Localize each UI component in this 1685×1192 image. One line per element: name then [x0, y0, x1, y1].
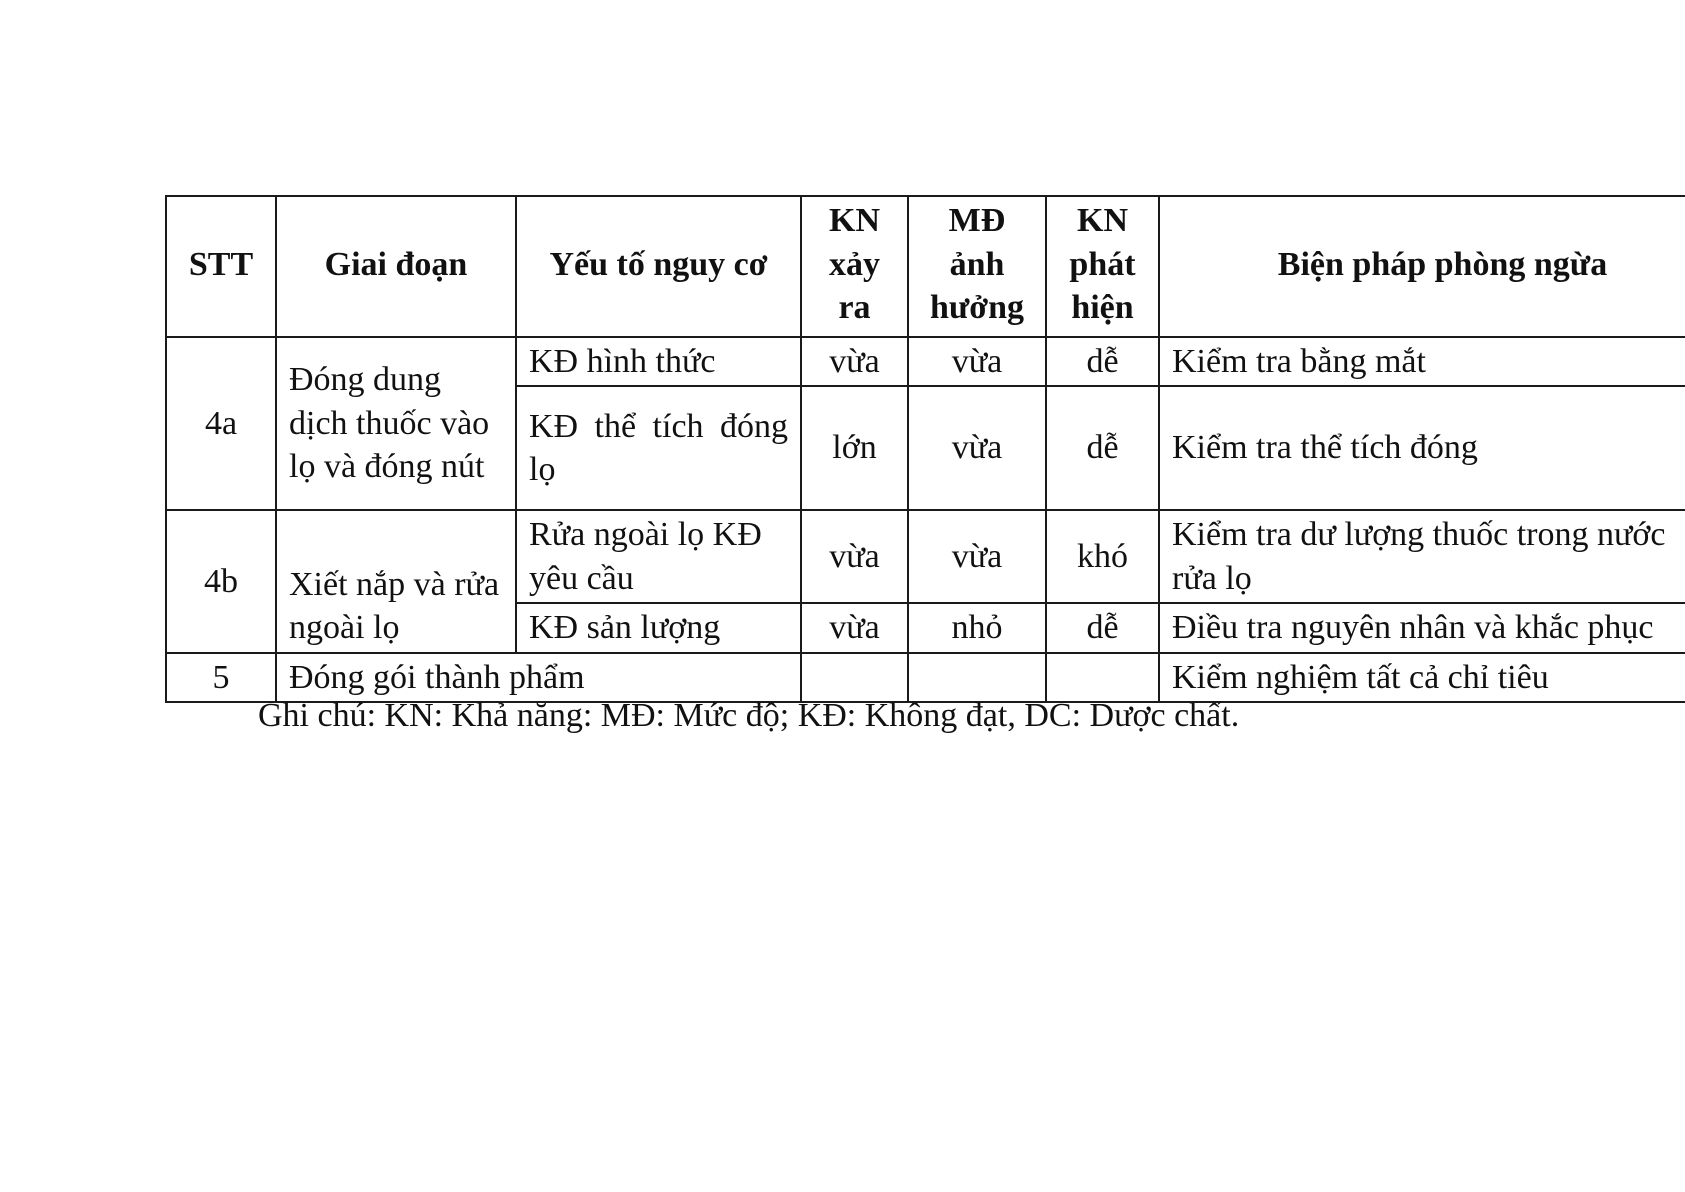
cell-stage: Xiết nắp và rửa ngoài lọ	[276, 510, 516, 653]
cell-stt: 4a	[166, 337, 276, 511]
cell-risk: KĐ sản lượng	[516, 603, 801, 653]
cell-measure: Kiểm tra thể tích đóng	[1159, 386, 1685, 510]
cell-impact	[908, 653, 1046, 703]
cell-risk: KĐ hình thức	[516, 337, 801, 387]
table-header-row	[166, 196, 1685, 332]
cell-impact: vừa	[908, 337, 1046, 387]
header-md-impact-line3: hưởng	[929, 289, 1025, 327]
cell-impact: vừa	[908, 386, 1046, 510]
cell-risk: KĐ thể tích đóng lọ	[516, 386, 801, 510]
cell-stage: Đóng dung dịch thuốc vào lọ và đóng nút	[276, 337, 516, 511]
cell-occur: vừa	[801, 337, 908, 387]
header-md-impact-line2: ảnh	[949, 245, 1005, 283]
header-kn-occur	[801, 196, 908, 332]
table-row	[166, 337, 1685, 387]
header-md-impact	[908, 196, 1046, 332]
cell-measure: Kiểm tra bằng mắt	[1159, 337, 1685, 387]
cell-detect: khó	[1046, 510, 1159, 603]
cell-stt: 5	[166, 653, 276, 703]
table-row	[166, 510, 1685, 603]
cell-detect: dễ	[1046, 386, 1159, 510]
table-container	[165, 195, 1685, 703]
cell-occur	[801, 653, 908, 703]
header-risk-factor: Yếu tố nguy cơ	[516, 196, 801, 332]
header-kn-detect	[1046, 196, 1159, 332]
risk-assessment-table	[165, 195, 1685, 703]
header-kn-detect-line2: phát	[1069, 245, 1136, 283]
cell-occur: vừa	[801, 603, 908, 653]
cell-occur: vừa	[801, 510, 908, 603]
table-row	[166, 653, 1685, 703]
cell-occur: lớn	[801, 386, 908, 510]
header-md-impact-line1: MĐ	[948, 202, 1006, 239]
cell-measure: Kiểm nghiệm tất cả chỉ tiêu	[1159, 653, 1685, 703]
header-kn-occur-line2: xảy	[829, 245, 880, 283]
cell-impact: nhỏ	[908, 603, 1046, 653]
cell-measure: Kiểm tra dư lượng thuốc trong nước rửa lọ	[1159, 510, 1685, 603]
cell-detect: dễ	[1046, 603, 1159, 653]
cell-detect	[1046, 653, 1159, 703]
header-stt: STT	[166, 196, 276, 332]
cell-stt: 4b	[166, 510, 276, 653]
header-kn-detect-line3: hiện	[1071, 289, 1134, 327]
cell-stage: Đóng gói thành phẩm	[276, 653, 801, 703]
header-kn-occur-line3: ra	[838, 289, 871, 327]
cell-measure: Điều tra nguyên nhân và khắc phục	[1159, 603, 1685, 653]
header-prevention: Biện pháp phòng ngừa	[1159, 196, 1685, 332]
cell-risk: Rửa ngoài lọ KĐ yêu cầu	[516, 510, 801, 603]
header-stage: Giai đoạn	[276, 196, 516, 332]
header-kn-occur-line1: KN	[829, 202, 880, 239]
table-footnote: Ghi chú: KN: Khả năng: MĐ: Mức độ; KĐ: Không đạt, DC: Dược chất.	[258, 697, 1240, 734]
header-kn-detect-line1: KN	[1077, 202, 1128, 239]
cell-impact: vừa	[908, 510, 1046, 603]
cell-detect: dễ	[1046, 337, 1159, 387]
